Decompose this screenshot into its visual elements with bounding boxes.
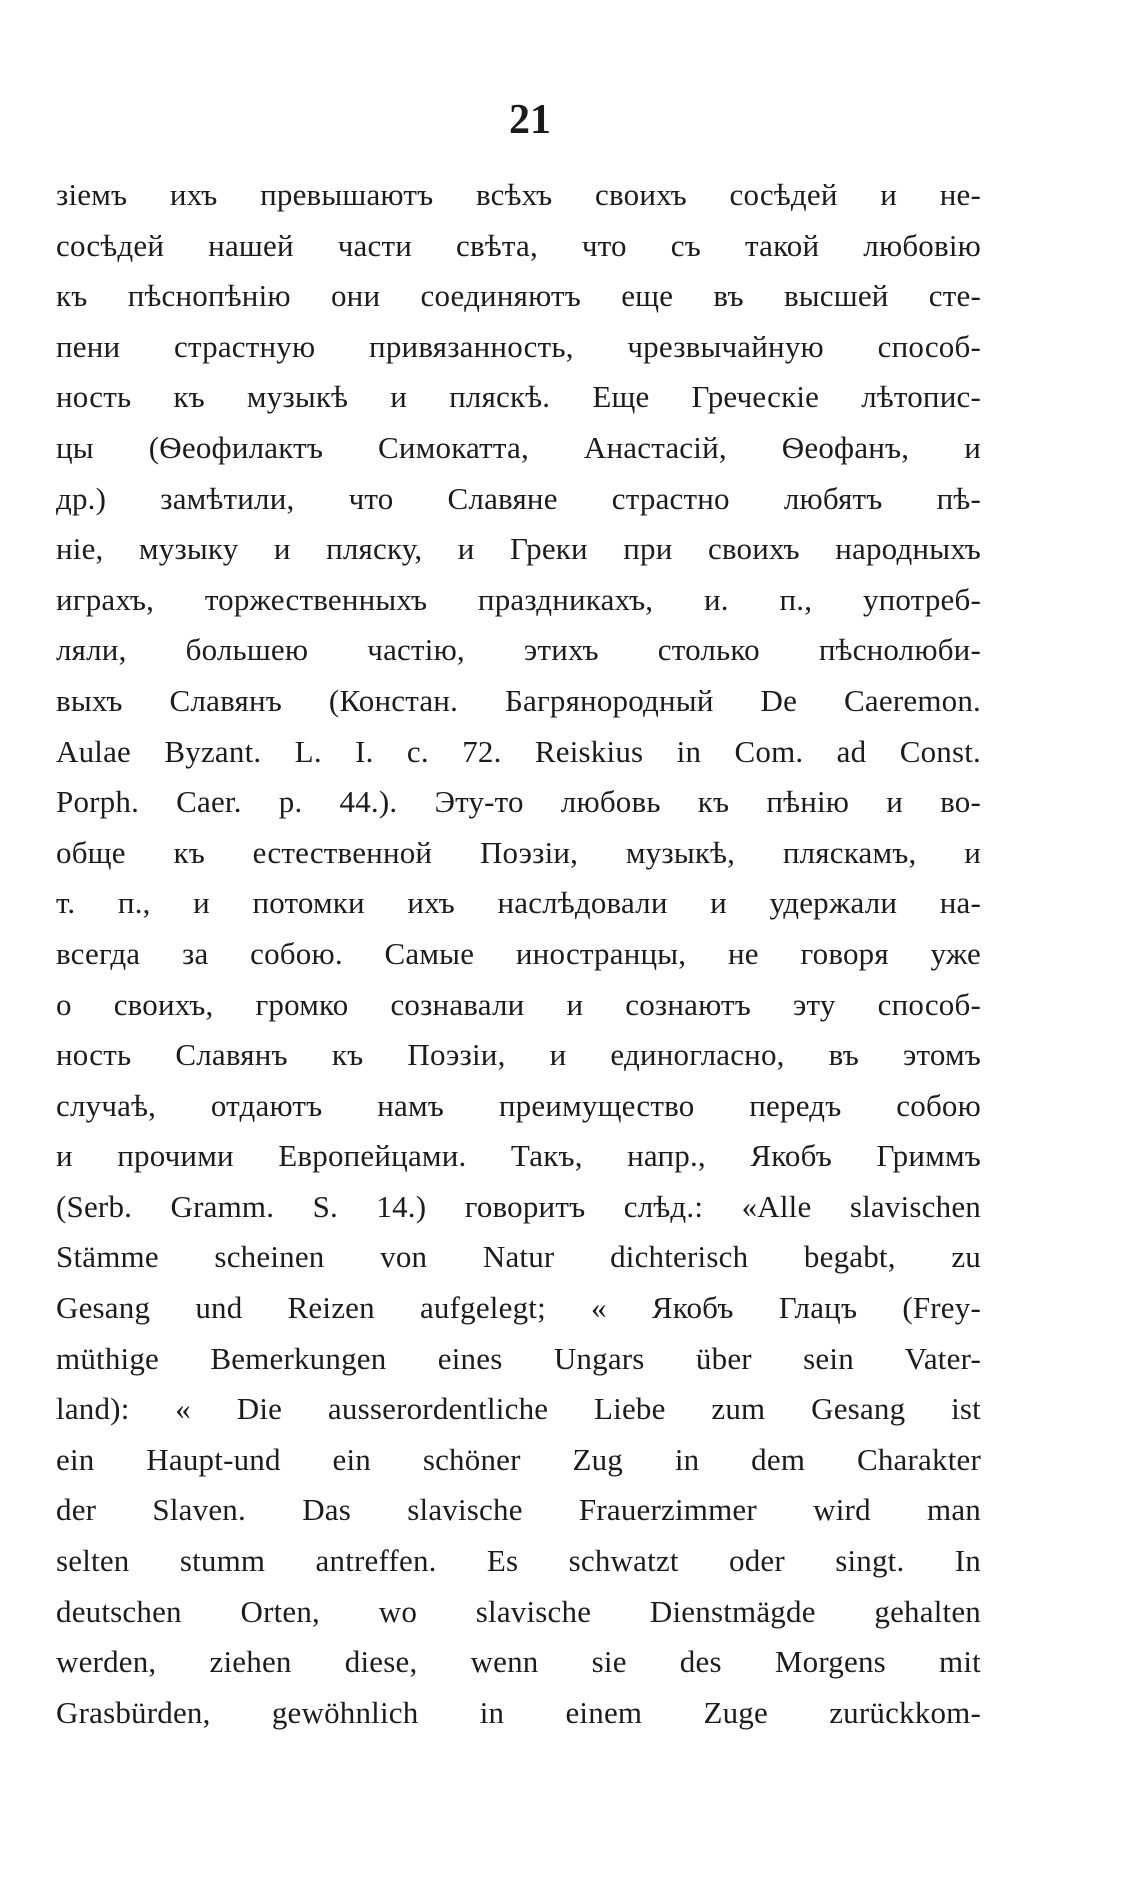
text-line: ность къ музыкѣ и пляскѣ. Еще Греческіе лѣтопис- [56, 379, 981, 415]
text-line: къ пѣснопѣнію они соединяютъ еще въ высшей сте- [56, 278, 981, 314]
text-line: случаѣ, отдаютъ намъ преимущество передъ собою [56, 1087, 981, 1123]
text-line: др.) замѣтили, что Славяне страстно любятъ пѣ- [56, 480, 981, 516]
text-line: о своихъ, громко сознавали и сознаютъ эту способ- [56, 986, 981, 1022]
text-line: ніе, музыку и пляску, и Греки при своихъ народныхъ [56, 531, 981, 567]
text-line: ein Haupt-und ein schöner Zug in dem Charakter [56, 1441, 981, 1477]
text-line: цы (Ѳеофилактъ Симокатта, Анастасій, Ѳеофанъ, и [56, 429, 981, 465]
text-line: (Serb. Gramm. S. 14.) говоритъ слѣд.: «Alle slavischen [56, 1188, 981, 1224]
text-line: selten stumm antreffen. Es schwatzt oder singt. In [56, 1543, 981, 1579]
page-number: 21 [509, 97, 551, 143]
text-line: land): « Die ausserordentliche Liebe zum Gesang ist [56, 1391, 981, 1427]
text-line: Stämme scheinen von Natur dichterisch begabt, zu [56, 1239, 981, 1275]
text-line: обще къ естественной Поэзіи, музыкѣ, пляскамъ, и [56, 834, 981, 870]
text-line: ляли, большею частію, этихъ столько пѣснолюби- [56, 632, 981, 668]
text-line: и прочими Европейцами. Такъ, напр., Якобъ Гриммъ [56, 1138, 981, 1174]
text-line: müthige Bemerkungen eines Ungars über sein Vater- [56, 1340, 981, 1376]
text-line: пени страстную привязанность, чрезвычайную способ- [56, 328, 981, 364]
text-line: Grasbürden, gewöhnlich in einem Zuge zurückkom- [56, 1694, 981, 1730]
text-line: ность Славянъ къ Поэзіи, и единогласно, въ этомъ [56, 1037, 981, 1073]
text-line: werden, ziehen diese, wenn sie des Morgens mit [56, 1644, 981, 1680]
text-line: выхъ Славянъ (Констан. Багрянородный De Caeremon. [56, 682, 981, 718]
text-line: der Slaven. Das slavische Frauerzimmer wird man [56, 1492, 981, 1528]
body-text [56, 170, 981, 1738]
text-line: Porph. Caer. p. 44.). Эту-то любовь къ пѣнію и во- [56, 784, 981, 820]
text-line: сосѣдей нашей части свѣта, что съ такой любовію [56, 227, 981, 263]
text-line: Aulae Byzant. L. I. c. 72. Reiskius in Com. ad Const. [56, 733, 981, 769]
text-line: Gesang und Reizen aufgelegt; « Якобъ Глацъ (Frey- [56, 1290, 981, 1326]
text-line: т. п., и потомки ихъ наслѣдовали и удержали на- [56, 885, 981, 921]
text-line: играхъ, торжественныхъ праздникахъ, и. п., употреб- [56, 581, 981, 617]
text-line: всегда за собою. Самые иностранцы, не говоря уже [56, 935, 981, 971]
text-line: зіемъ ихъ превышаютъ всѣхъ своихъ сосѣдей и не- [56, 177, 981, 212]
text-line: deutschen Orten, wo slavische Dienstmägde gehalten [56, 1593, 981, 1629]
